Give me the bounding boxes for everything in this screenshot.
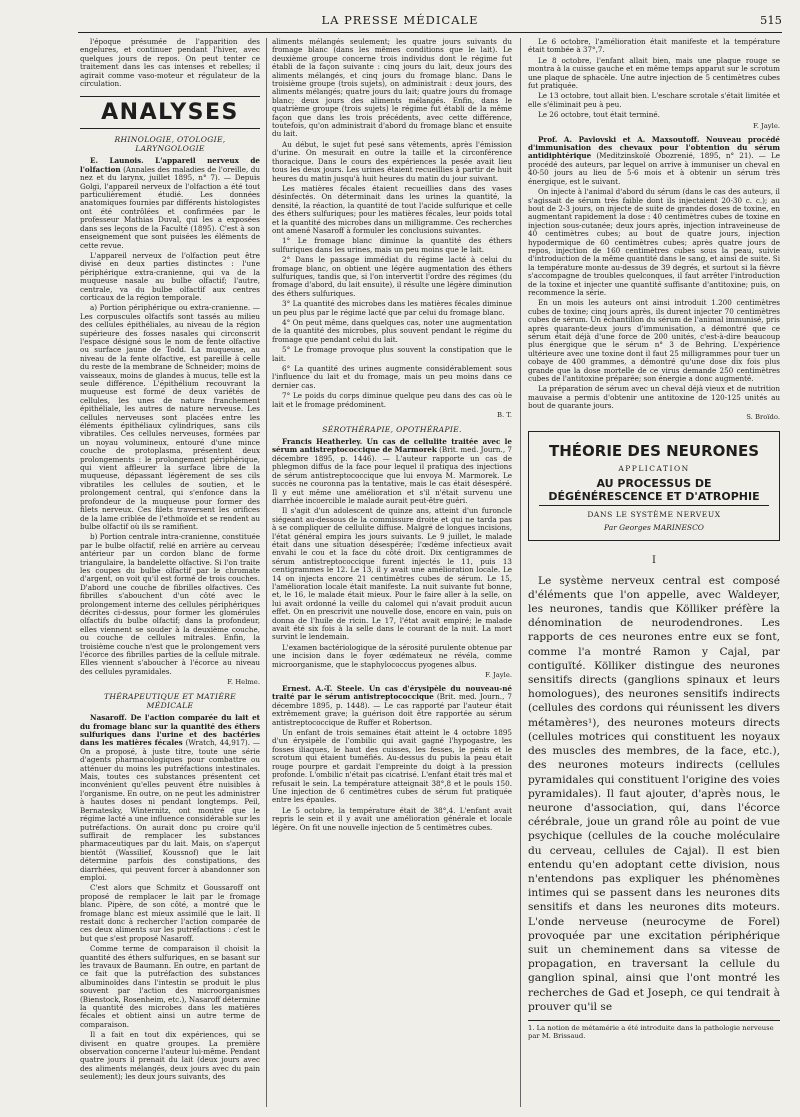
section-heading: RHINOLOGIE, OTOLOGIE, LARYNGOLOGIE [114,135,226,154]
feature-title: THÉORIE DES NEURONES [549,441,759,460]
paragraph: Le 8 octobre, l'enfant allait bien, mais une plaque rouge se montra à la cuisse gauche et en même temps apparut sur le scrotum une plaque de sphacèle. Une autre injection de 5 centimètres cubes fut pratiquée. [528,55,780,91]
footnote: 1. La notion de métamérie a été introduite dans la pathologie nerveuse par M. Brissaud. [528,1020,780,1040]
paragraph: Un enfant de trois semaines était atteint le 4 octobre 1895 d'un érysipèle de l'ombilic qui avait gagné l'hypogastre, les fosses iliaques, le haut des cuisses, les fesses, le pénis et le scrotum qui étaient tuméfiés. Au-dessus du pubis la peau était rouge pourpre et gardait l'empreinte du doigt à la pression profonde. L'ombilic n'était pas cicatrisé. L'enfant était très mal et refusait le sein. La température atteignait 38°,8 et le pouls 150. Une injection de 6 centimètres cubes de sérum fut pratiquée entre les épaules. [272,728,512,805]
article-author: Francis Heatherley. [282,437,363,447]
article-author: Prof. A. Pavlovski et A. Maxsoutoff. [538,134,700,144]
paragraph: On injecte à l'animal d'abord du sérum (dans le cas des auteurs, il s'agissait de sérum très faible dont ils injectaient 20-30 c. c.); au bout de 2-3 jours, on injecte de suite de grandes doses de toxine, en augmentant rapidement la dose : 40 centimètres cubes de toxine en injection sous-cutanée; deux jours après, injection intraveineuse de 40 centimètres cubes; au bout de quatre jours, injection hypodermique de 60 centimètres cubes; après quatre jours de repos, injection de 160 centimètres cubes sous la peau, suivie d'introduction de la même quantité dans le sang, et ainsi de suite. Si la température monte au-dessus de 39 degrés, et surtout si la fièvre s'accompagne de troubles quelconques, il faut arrêter l'introduction de la toxine et injecter une quantité suffisante d'antitoxine; puis, on recommence la série. [528,187,780,297]
paragraph: Le 6 octobre, l'amélioration était manifeste et la température était tombée à 37°,7. [528,38,780,55]
paragraph: Les matières fécales étaient recueillies dans des vases désinfectés. On déterminait dans les urines la quantité, la densité, la réaction, la quantité de tout l'acide sulfurique et celle des éthers sulfuriques; pour les matières fécales, leur poids total et la quantité des microbes dans un milligramme. Ces recherches ont amené Nasaroff à formuler les conclusions suivantes. [272,183,512,235]
signature: F. Jayle. [753,121,780,130]
paragraph: Le 5 octobre, la température était de 38°,4. L'enfant avait repris le sein et il y avait une amélioration générale et locale légère. On fit une nouvelle injection de 5 centimètres cubes. [272,805,512,832]
article-nasaroff [80,714,260,882]
paragraph: Au début, le sujet fut pesé sans vêtements, après l'émission d'urine. On mesurait en outre la taille et la circonférence thoracique. Dans le cours des expériences la pesée avait lieu tous les deux jours. Les urines étaient recueillies à partir de huit heures du matin jusqu'à huit heures du matin du jour suivant. [272,139,512,183]
article-text: (Brit. med. Journ., 7 décembre 1895, p. 1446). — L'auteur rapporte un cas de phlegmon diffus de la face pour lequel il pratiqua des injections de sérum antistreptococcique que lui envoya M. Marmorek. Le succès ne couronna pas la tentative, mais le cas était désespéré. Il y eut même une amélioration et s'il n'était survenu une diarrhée incoercible le malade aurait peut-être guéri. [272,445,512,505]
feature-title-secondary: AU PROCESSUS DE DÉGÉNÉRESCENCE ET D'ATROPHIE [539,477,769,506]
paragraph: L'examen bactériologique de la sérosité purulente obtenue par une incision dans le foyer œdémateux ne révéla, comme microorganisme, que le staphylococcus pyogenes albus. [272,642,512,669]
article-pavlovski [528,136,780,186]
article-author: E. Launois. [90,156,144,166]
paragraph: b) Portion centrale intra-cranienne, constituée par le bulbe olfactif, relié en arrière au cerveau antérieur par un cordon blanc de forme triangulaire, la bandelette olfactive. Si l'on traite les coupes du bulbe olfactif par le chromate d'argent, on voit qu'il est formé de trois couches. D'abord une couche de fibrilles olfactives. Ces fibrilles s'abouchent d'un côté avec le prolongement interne des cellules périphériques décrites ci-dessus, pour former les glomérules olfactifs du bulbe olfactif; dans la profondeur, elles viennent se souder à la deuxième couche, ou couche de cellules mitrales. Enfin, la troisième couche n'est que le prolongement vers l'écorce des fibrilles parties de la cellule mitrale. Elles viennent s'aboucher à l'écorce au niveau des cellules pyramidales. [80,532,260,676]
article-text: (Meditzinskoïé Obozrenié, 1895, n° 21). — Le procédé des auteurs, par lequel on arrive à immuniser un cheval en 40-50 jours au lieu de 5-6 mois et à obtenir un sérum très énergique, est le suivant. [528,151,780,186]
article-text: (Wratch, 44,917). — On a proposé, à juste titre, toute une série d'agents pharmacologiques pour combattre ou atténuer du moins les putréfactions intestinales. Mais, toutes ces substances présentent cet inconvénient qu'elles peuvent être nuisibles à l'organisme. En outre, on ne peut les administrer à hautes doses ni pendant longtemps. Peil, Bernatesky, Winternitz, ont montré que le régime lacté a une influence considérable sur les putréfactions. On aurait donc pu croire qu'il suffirait de remplacer les substances pharmaceutiques par du lait. Mais, on s'aperçut bientôt (Wassilief, Koussnof) que le lait détermine parfois des constipations, des diarrhées, qui peuvent forcer à abandonner son emploi. [80,738,260,882]
conclusion-item: 7° Le poids du corps diminue quelque peu dans des cas où le lait et le fromage prédominent. [272,391,512,409]
conclusion-item: 1° Le fromage blanc diminue la quantité des éthers sulfuriques dans les urines, mais un peu moins que le lait. [272,236,512,254]
paragraph: Le 26 octobre, tout était terminé. [538,110,660,120]
feature-subtitle: APPLICATION [618,463,690,473]
page-header [0,10,800,32]
article-title: L'appareil nerveux de l'olfaction [80,156,260,174]
paragraph: L'appareil nerveux de l'olfaction peut être divisé en deux parties distinctes : l'une périphérique extra-cranienne, qui va de la muqueuse nasale au bulbe olfactif; l'autre, centrale, va du bulbe olfactif aux centres corticaux de la région temporale. [80,250,260,302]
article-title: De l'action comparée du lait et du fromage blanc sur la quantité des éthers sulfuriques dans l'urine et des bactéries dans les matières fécales [80,713,260,748]
article-text: (Annales des maladies de l'oreille, du nez et du larynx, juillet 1895, n° 7). — Depuis Golgi, l'appareil nerveux de l'olfaction a été tout particulièrement étudié. Les données anatomiques fournies par différents histologistes ont été contrôlées et confirmées par le professeur Mathias Duval, qui les a exposées dans ses leçons de la Faculté (1895). C'est à son enseignement que sont puisées les éléments de cette revue. [80,164,260,250]
analyses-heading: ANALYSES [80,96,260,129]
article-heatherley [272,438,512,505]
article-title: Nouveau procédé d'immunisation des chevaux pour l'obtention du sérum antidiphtérique [528,134,780,161]
section-heading: THÉRAPEUTIQUE ET MATIÈRE MÉDICALE [103,692,237,711]
journal-title: LA PRESSE MÉDICALE [321,13,479,27]
article-author: Nasaroff. [90,713,127,723]
article-steele [272,685,512,727]
conclusion-item: 3° La quantité des microbes dans les matières fécales diminue un peu plus par le régime lacté que par celui du fromage blanc. [272,299,512,317]
chapter-number: I [652,554,656,566]
section-heading: SÉROTHÉRAPIE, OPOTHÉRAPIE. [322,425,462,435]
feature-subtitle-secondary: DANS LE SYSTÈME NERVEUX [587,509,721,519]
article-author: Ernest. A.-T. Steele. [282,684,365,694]
header-rule [78,32,782,33]
paragraph: Il s'agit d'un adolescent de quinze ans, atteint d'un furoncle siégeant au-dessous de la commissure droite et qui ne tarda pas à se compliquer de cellulite diffuse. Malgré de longues incisions, l'état général empira les jours suivants. Le 9 juillet, le malade était dans une situation désespérée; l'œdème infectieux avait envahi le cou et la face du côté droit. Dix centigrammes de sérum antistreptococcique furent injectés le 11, puis 13 centigrammes le 12. Le 13, il y avait une amélioration locale. Le 14 on injecta encore 21 centimètres cubes de sérum. Le 15, l'amélioration locale était manifeste. La nuit suivante fut bonne, et, le 16, le malade était mieux. Pour le faire aller à la selle, on lui avait ordonné la veille du calomel qui n'avait produit aucun effet. On en prescrivit une nouvelle dose, encore en vain, puis on donna de l'huile de ricin. Le 17, l'état avait empiré; le malade avait été six fois à la selle dans le courant de la nuit. La mort survint le lendemain. [272,506,512,642]
article-launois [80,157,260,249]
signature: S. Broïdo. [746,412,780,421]
conclusion-item: 4° On peut même, dans quelques cas, noter une augmentation de la quantité des microbes, plus souvent pendant le régime du fromage que pendant celui du lait. [272,318,512,344]
paragraph: Il a fait en tout dix expériences, qui se divisent en quatre groupes. La première observation concerne l'auteur lui-même. Pendant quatre jours il prenait du lait (deux jours avec des aliments mélangés, deux jours avec du pain seulement); les deux jours suivants, des [80,1030,260,1082]
paragraph: Le système nerveux central est composé d'éléments que l'on appelle, avec Waldeyer, les neurones, tandis que Kölliker préfère la dénomination de neurodendrones. Les rapports de ces neurones entre eux se font, comme l'a montré Ramon y Cajal, par contiguïté. Kölliker distingue des neurones sensitifs directs (ganglions spinaux et leurs homologues), des neurones sensitifs indirects (cellules des cordons qui réunissent les divers métamères¹), des neurones moteurs directs (cellules motrices qui constituent les noyaux des muscles des membres, de la face, etc.), des neurones moteurs indirects (cellules pyramidales qui constituent l'origine des voies pyramidales). Il faut ajouter, d'après nous, le neurone d'association, qui, dans l'écorce cérébrale, joue un grand rôle au point de vue psychique (cellules de la couche moléculaire du cerveau, cellules de Cajal). Il est bien entendu qu'en adoptant cette division, nous n'entendons pas expliquer les phénomènes intimes qui se passent dans les neurones dits sensitifs et dans les neurones dits moteurs. L'onde nerveuse (neurocyme de Forel) provoquée par une excitation périphérique suit un cheminement dans sa vitesse de propagation, en traversant la cellule du ganglion spinal, ainsi que l'ont montré les recherches de Gad et Joseph, ce qui tendrait à prouver qu'il se [528,574,780,1013]
column-right [528,38,780,1107]
feature-author: Par Georges MARINESCO [604,522,704,532]
paragraph: a) Portion périphérique ou extra-cranienne. — Les corpuscules olfactifs sont tassés au milieu des cellules épithéliales, au niveau de la région supérieure des fosses nasales qui circonscrit l'espace désigné sous le nom de fente olfactive ou surface jaune de Todd. La muqueuse, au niveau de la fente olfactive, est pareille à celle du reste de la membrane de Schneider; moins de vaisseaux, moins de glandes à mucus, telle est la seule différence. L'épithélium recouvrant la muqueuse est formé de deux variétés de cellules, les unes de nature franchement épithéliale, les autres de nature nerveuse. Les cellules nerveuses sont placées entre les éléments épithéliaux cylindriques, sans cils vibratiles. Ces cellules nerveuses, formées par un noyau volumineux, entouré d'une mince couche de protoplasma, présentent deux prolongements : le prolongement périphérique, qui vient affleurer la surface libre de la muqueuse, dépassant légèrement de ses cils vibratiles les cellules de soutien, et le prolongement central, qui s'enfonce dans la profondeur de la muqueuse pour former des filets nerveux. Ces filets traversent les orifices de la lame criblée de l'ethmoïde et se rendent au bulbe olfactif où ils se ramifient. [80,303,260,531]
paragraph: Le 13 octobre, tout allait bien. L'eschare scrotale s'était limitée et elle s'éliminait peu à peu. [528,91,780,109]
paragraph: aliments mélangés seulement; les quatre jours suivants du fromage blanc (dans les mêmes conditions que le lait). Le deuxième groupe concerne trois individus dont le régime fut établi de la façon suivante : cinq jours du lait, deux jours des aliments mélangés, et cinq jours du fromage blanc. Dans le troisième groupe (trois sujets), on administrait : deux jours, des aliments mélangés; quatre jours du lait; quatre jours du fromage blanc; deux jours des aliments mélangés. Enfin, dans le quatrième groupe (trois sujets) le régime fut établi de la même façon que dans les trois précédents, avec cette différence, toutefois, qu'on administrait d'abord du fromage blanc et ensuite du lait. [272,38,512,139]
column-left [80,38,260,1107]
article-title: Un cas d'érysipèle du nouveau-né traité par le sérum antistreptococcique [272,684,512,702]
column-middle [272,38,512,1107]
paragraph: La préparation de sérum avec un cheval déjà vieux et de nutrition mauvaise a permis d'obtenir une antitoxine de 120-125 unités au bout de quarante jours. [528,384,780,411]
signature: F. Jayle. [485,671,512,680]
paragraph: Comme terme de comparaison il choisit la quantité des éthers sulfuriques, en se basant sur les travaux de Baumann. En outre, en partant de ce fait que la putréfaction des substances albuminoïdes dans l'intestin se produit le plus souvent par l'action des microorganismes (Bienstock, Rosenheim, etc.), Nasaroff détermine la quantité des microbes dans les matières fécales et obtient ainsi un autre terme de comparaison. [80,944,260,1029]
conclusion-item: 2° Dans le passage immédiat du régime lacté à celui du fromage blanc, on obtient une légère augmentation des éthers sulfuriques, tandis que, si l'on intervertit l'ordre des régimes (du fromage d'abord, du lait ensuite), il résulte une légère diminution des éthers sulfuriques. [272,255,512,298]
signature: F. Helme. [227,678,260,687]
feature-body [528,574,780,1014]
feature-title-box [528,431,780,541]
paragraph: C'est alors que Schmitz et Goussaroff ont proposé de remplacer le lait par le fromage blanc. Pipère, de son côté, a montré que le fromage blanc est mieux assimilé que le lait. Il restait donc à rechercher l'action comparée de ces deux aliments sur les putréfactions : c'est le but que s'est proposé Nasaroff. [80,883,260,943]
conclusion-item: 6° La quantité des urines augmente considérablement sous l'influence du lait et du fromage, mais un peu moins dans ce dernier cas. [272,364,512,390]
article-text: (Brit. med. Journ., 7 décembre 1895, p. 1448). — Le cas rapporté par l'auteur était extrêmement grave; la guérison doit être rapportée au sérum antistreptococcique de Ruffer et Robertson. [272,692,512,727]
signature: B. T. [496,411,512,420]
conclusion-item: 5° Le fromage provoque plus souvent la constipation que le lait. [272,345,512,363]
paragraph: En un mois les auteurs ont ainsi introduit 1.200 centimètres cubes de toxine; cinq jours après, ils durent injecter 70 centimètres cubes de sérum. Un échantillon du sérum de l'animal immunisé, pris après quarante-deux jours d'immunisation, a démontré que ce sérum était déjà d'une force de 200 unités, c'est-à-dire beaucoup plus énergique que le sérum n° 3 de Behring. L'expérience ultérieure avec une toxine dont il faut 25 milligrammes pour tuer un cobaye de 400 grammes, a démontré qu'une dose dix fois plus grande que la dose mortelle de ce virus demande 250 centimètres cubes de l'antitoxine préparée; son énergie a donc augmenté. [528,298,780,384]
column-divider [520,38,521,1107]
page-number: 515 [760,13,782,27]
column-divider [266,38,267,1107]
article-title: Un cas de cellulite traitée avec le sérum antistreptococcique de Marmorek [272,437,512,455]
paragraph: l'époque présumée de l'apparition des engelures, et continuer pendant l'hiver, avec quelques jours de repos. On peut tenter ce traitement dans les cas intenses et rebelles; il agirait comme vaso-moteur et régulateur de la circulation. [80,38,260,89]
